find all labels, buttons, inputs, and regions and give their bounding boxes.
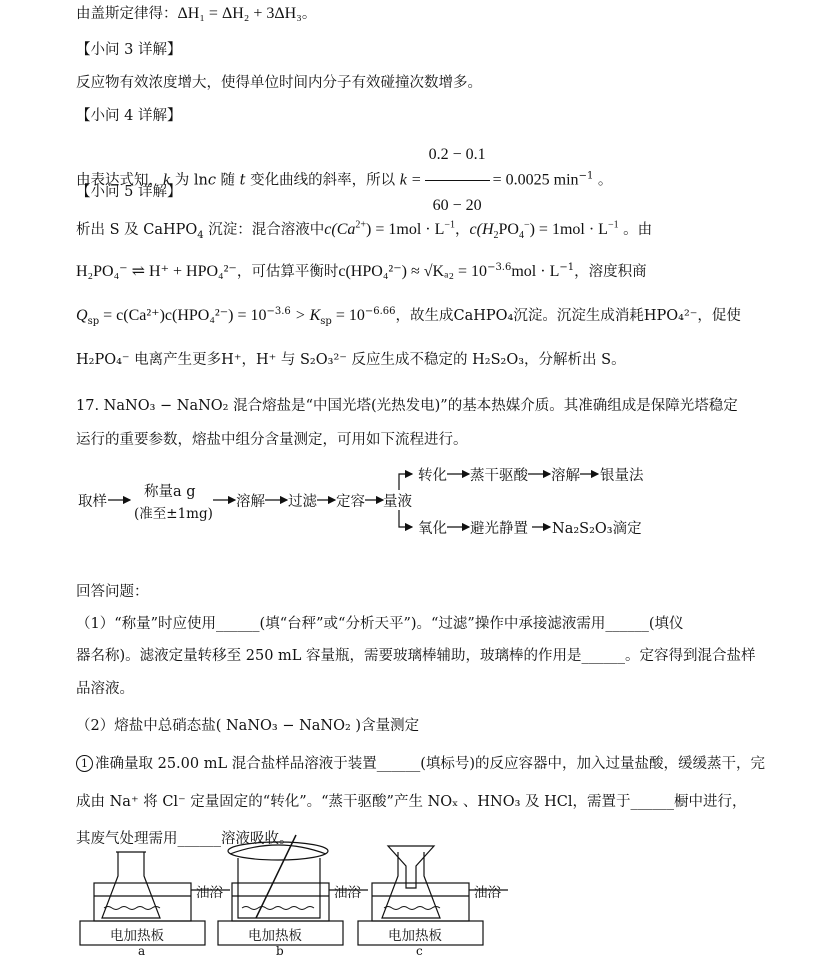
circled-number: 1 xyxy=(76,755,93,772)
equilibrium-equation: H₂PO₄⁻ ⇌ H⁺ + HPO₄²⁻ xyxy=(76,263,237,280)
flow-volume: 定容 xyxy=(336,494,365,510)
q2-line-4: 其废气处理需用______溶液吸收。 xyxy=(76,831,294,847)
answer-heading: 回答问题： xyxy=(76,584,149,600)
sub-sp: sp xyxy=(87,315,100,327)
funnel-c xyxy=(388,846,434,888)
exponent: −1 xyxy=(578,170,594,182)
flow-oxidize: 氧化 xyxy=(418,521,447,537)
q1-line-3: 品溶液。 xyxy=(76,681,134,697)
var-c: c xyxy=(207,172,216,189)
q4-text-4: 变化曲线的斜率，所以 xyxy=(245,172,400,189)
sup-neg1: −1 xyxy=(559,262,575,274)
qsp-equation: = c(Ca²⁺)c(HPO₄²⁻) = 10 xyxy=(99,307,267,324)
slope-fraction xyxy=(425,132,490,229)
period: 。 xyxy=(593,172,613,189)
slope-result: = 0.0025 min xyxy=(492,171,579,189)
plate-label-b: 电加热板 xyxy=(248,928,302,944)
comma: ， xyxy=(455,222,470,238)
q5-l2-end: ，溶度积商 xyxy=(574,264,647,280)
hess-law-line xyxy=(76,4,316,24)
exponent: −6.66 xyxy=(364,306,396,318)
h2po4-conc: ) = 1mol · L xyxy=(529,221,608,238)
label-c: c xyxy=(416,944,423,958)
q4-text-3: 随 xyxy=(215,172,240,189)
ksp-compare: > K xyxy=(290,307,321,324)
q3-heading: 【小问 3 详解】 xyxy=(76,42,182,58)
var-t: t xyxy=(239,172,246,189)
q5-l3-tail: ，故生成CaHPO₄沉淀。沉淀生成消耗HPO₄²⁻，促使 xyxy=(395,308,741,324)
ca-conc: ) = 1mol · L xyxy=(366,221,445,238)
oil-label-c: 油浴 xyxy=(474,885,501,901)
po-text: PO xyxy=(498,221,519,238)
hess-law-label: 由盖斯定律得： xyxy=(76,6,178,22)
q4-text-2: 为 ln xyxy=(170,172,208,189)
ksp-value: = 10 xyxy=(331,307,365,324)
problem-17-line-2: 运行的重要参数，熔盐中组分含量测定，可用如下流程进行。 xyxy=(76,432,468,448)
q2-line-3: 成由 Na⁺ 将 Cl⁻ 定量固定的“转化”。“蒸干驱酸”产生 NOₓ 、HNO₃ 及 HCl，需置于______橱中进行， xyxy=(76,794,747,810)
c-h2po4: c(H xyxy=(469,221,494,238)
flow-measure: 量液 xyxy=(383,494,412,510)
q5-l1-b: 沉淀：混合溶液中 xyxy=(203,222,325,238)
sub-2: 2 xyxy=(493,230,499,242)
flow-sample: 取样 xyxy=(78,494,107,510)
branch-down xyxy=(399,510,412,527)
var-q: Q xyxy=(76,307,88,324)
label-b: b xyxy=(276,944,284,958)
q5-line-1 xyxy=(76,220,652,240)
sup-neg1: −1 xyxy=(444,219,456,231)
apparatus-figure xyxy=(70,830,510,959)
k-equals: k = xyxy=(399,171,422,189)
q5-line-2 xyxy=(76,262,647,282)
q5-heading: 【小问 5 详解】 xyxy=(76,184,182,200)
sub-4: 4 xyxy=(197,229,204,241)
oil-label-a: 油浴 xyxy=(196,885,223,901)
plate-label-c: 电加热板 xyxy=(388,928,442,944)
q1-line-1: （1）“称量”时应使用______(填“台秤”或“分析天平”)。“过滤”操作中承接滤液需用______(填仪 xyxy=(76,616,684,632)
unit: mol · L xyxy=(511,263,560,280)
oil-bath-c xyxy=(372,883,469,921)
flow-silver: 银量法 xyxy=(600,468,644,484)
q4-heading: 【小问 4 详解】 xyxy=(76,108,182,124)
plate-label-a: 电加热板 xyxy=(110,928,164,944)
q4-answer xyxy=(76,132,612,229)
q1-line-2: 器名称)。滤液定量转移至 250 mL 容量瓶，需要玻璃棒辅助，玻璃棒的作用是______。定容得到混合盐样 xyxy=(76,648,756,664)
sub-sp: sp xyxy=(320,315,332,327)
sup-2plus: 2+ xyxy=(355,219,367,231)
q5-line-3 xyxy=(76,306,741,326)
problem-17-line-1: 17. NaNO₃ − NaNO₂ 混合熔盐是“中国光塔(光热发电)”的基本热媒介质。其准确组成是保障光塔稳定 xyxy=(76,398,738,414)
fraction-denominator: 60 − 20 xyxy=(432,197,482,214)
flow-filter: 过滤 xyxy=(288,494,317,510)
sub-4: 4 xyxy=(518,230,524,242)
exponent: −3.6 xyxy=(266,306,291,318)
q5-l2-text: ，可估算平衡时 xyxy=(236,264,339,280)
flow-convert: 转化 xyxy=(418,468,447,484)
label-a: a xyxy=(138,944,146,958)
oil-label-b: 油浴 xyxy=(334,885,361,901)
flow-dissolve-2: 溶解 xyxy=(551,468,580,484)
sup-minus: − xyxy=(523,219,530,231)
hess-law-equation: ΔH₁ = ΔH₂ + 3ΔH₃ xyxy=(177,5,302,22)
q5-line-4: H₂PO₄⁻ 电离产生更多H⁺，H⁺ 与 S₂O₃²⁻ 反应生成不稳定的 H₂S₂O₃，分解析出 S。 xyxy=(76,352,626,368)
q2-line-2 xyxy=(76,754,765,774)
q2-line-2-text: 准确量取 25.00 mL 混合盐样品溶液于装置______(填标号)的反应容器中，加入过量盐酸，缓缓蒸干，完 xyxy=(95,756,766,772)
flowchart xyxy=(78,464,678,544)
hpo4-estimate: c(HPO₄²⁻) ≈ √Kₐ₂ = 10 xyxy=(338,263,488,280)
var-k: k xyxy=(163,171,171,189)
fraction-numerator: 0.2 − 0.1 xyxy=(425,132,490,181)
flow-dissolve: 溶解 xyxy=(236,494,265,510)
oil-bath-b xyxy=(232,883,329,921)
q4-text-1: 由表达式知， xyxy=(76,172,163,189)
flow-weigh: 称量a g xyxy=(144,484,196,500)
flow-weigh-precision: (准至±1mg) xyxy=(134,506,213,522)
sup-neg1: −1 xyxy=(607,219,619,231)
flow-evaporate: 蒸干驱酸 xyxy=(470,468,528,484)
flow-titrate: Na₂S₂O₃滴定 xyxy=(552,521,642,537)
q5-l1-a: 析出 S 及 CaHPO xyxy=(76,222,198,238)
exponent: −3.6 xyxy=(487,262,512,274)
flow-dark: 避光静置 xyxy=(470,521,528,537)
q3-answer: 反应物有效浓度增大，使得单位时间内分子有效碰撞次数增多。 xyxy=(76,75,482,91)
beaker-b xyxy=(238,858,320,918)
glass-rod-b xyxy=(256,835,296,918)
q2-line-1: （2）熔盐中总硝态盐( NaNO₃ − NaNO₂ )含量测定 xyxy=(76,718,420,734)
c-ca: c(Ca xyxy=(324,221,356,238)
period: 。 xyxy=(301,6,317,22)
branch-up xyxy=(399,474,412,490)
q5-l1-end: 。由 xyxy=(618,222,653,238)
